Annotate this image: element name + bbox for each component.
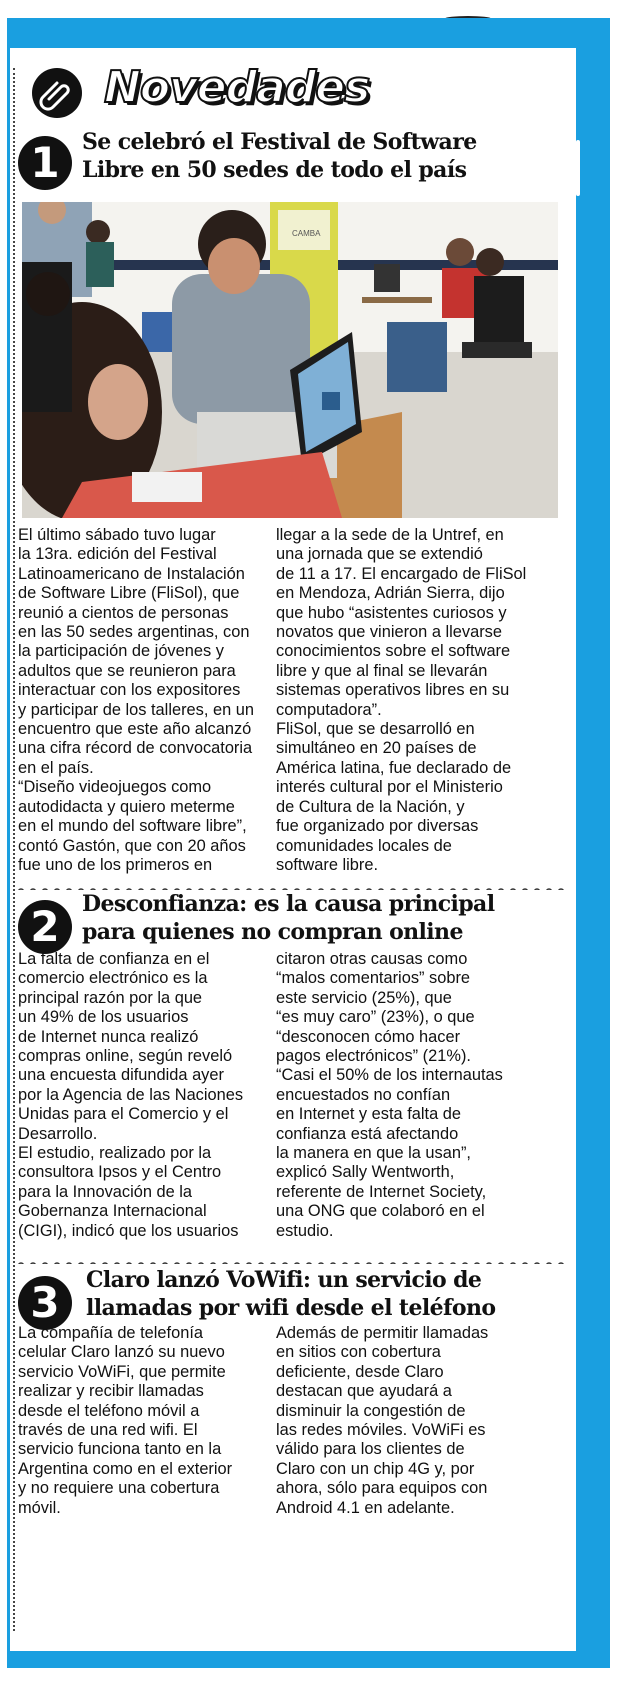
story-number: 1 <box>18 136 72 190</box>
text-line: referente de Internet Society, <box>276 1182 487 1201</box>
story-text-col-2 <box>276 526 566 875</box>
story-text-col-1 <box>18 950 268 1241</box>
text-line: El último sábado tuvo lugar <box>18 526 216 544</box>
text-line: por la Agencia de las Naciones <box>18 1085 244 1104</box>
text-line: en el mundo del software libre”, <box>18 817 247 836</box>
text-line: comunidades locales de <box>276 836 452 855</box>
text-line: una encuesta difundida ayer <box>18 1066 224 1085</box>
cut-line <box>13 68 15 1631</box>
text-line: fue organizado por diversas <box>276 817 479 836</box>
text-line: adultos que se reunieron para <box>18 661 236 680</box>
text-line: disminuir la congestión de <box>276 1401 466 1420</box>
story-headline <box>86 1266 495 1322</box>
text-line: América latina, fue declarado de <box>276 758 512 777</box>
text-line: la manera en que la usan”, <box>276 1144 471 1163</box>
text-line: “Diseño videojuegos como <box>18 778 212 797</box>
text-line: destacan que ayudará a <box>276 1382 452 1401</box>
text-line: un 49% de los usuarios <box>18 1008 189 1027</box>
text-line: Claro con un chip 4G y, por <box>276 1459 475 1478</box>
banner-text: CAMBA <box>292 229 321 238</box>
story-text-col-1 <box>18 1324 268 1518</box>
text-line: de Software Libre (FliSol), que <box>18 584 240 603</box>
text-line: Gobernanza Internacional <box>18 1202 207 1221</box>
text-line: La falta de confianza en el <box>18 950 210 968</box>
story-text-col-2 <box>276 1324 566 1518</box>
photo-illustration <box>22 202 558 518</box>
text-line: El estudio, realizado por la <box>18 1144 212 1163</box>
text-line: válido para los clientes de <box>276 1440 465 1459</box>
text-line: encuestados no confían <box>276 1085 451 1104</box>
text-line: principal razón por la que <box>18 988 203 1007</box>
text-line: software libre. <box>276 855 379 874</box>
text-line: una cifra récord de convocatoria <box>18 739 253 758</box>
text-line: desde el teléfono móvil a <box>18 1401 200 1420</box>
text-line: ahora, sólo para equipos con <box>276 1479 488 1498</box>
text-line: una ONG que colaboró en el <box>276 1202 485 1221</box>
text-line: (CIGI), indicó que los usuarios <box>18 1221 239 1240</box>
text-line: en el país. <box>18 758 94 777</box>
text-line: Latinoamericano de Instalación <box>18 564 245 583</box>
text-line: celular Claro lanzó su nuevo <box>18 1343 225 1362</box>
text-line: La compañía de telefonía <box>18 1324 203 1342</box>
text-line: “desconocen cómo hacer <box>276 1027 461 1046</box>
text-line: “es muy caro” (23%), o que <box>276 1008 475 1027</box>
paperclip-icon <box>32 68 82 118</box>
text-line: para la Innovación de la <box>18 1182 193 1201</box>
text-line: en sitios con cobertura <box>276 1343 441 1362</box>
text-line: Unidas para el Comercio y el <box>18 1105 229 1124</box>
text-line: reunió a cientos de personas <box>18 603 229 622</box>
text-line: contó Gastón, que con 20 años <box>18 836 246 855</box>
story-number: 3 <box>18 1276 72 1330</box>
text-line: libre y que al final se llevarán <box>276 661 488 680</box>
headline-line: llamadas por wifi desde el teléfono <box>86 1295 496 1321</box>
text-line: de 11 a 17. El encargado de FliSol <box>276 564 527 583</box>
text-line: novatos que vinieron a llevarse <box>276 623 502 642</box>
section-title: Novedades <box>104 62 370 113</box>
text-line: consultora Ipsos y el Centro <box>18 1163 222 1182</box>
text-line: en Internet y esta falta de <box>276 1105 461 1124</box>
divider <box>18 882 568 890</box>
text-line: conocimientos sobre el software <box>276 642 511 661</box>
text-line: Android 4.1 en adelante. <box>276 1498 455 1517</box>
story-text-col-1 <box>18 526 268 875</box>
text-line: en las 50 sedes argentinas, con <box>18 623 250 642</box>
text-line: encuentro que este año alcanzó <box>18 720 252 739</box>
text-line: Además de permitir llamadas <box>276 1324 489 1342</box>
headline-line: para quienes no compran online <box>82 919 463 945</box>
text-line: través de una red wifi. El <box>18 1421 198 1440</box>
text-line: FliSol, que se desarrolló en <box>276 720 475 739</box>
headline-line: Se celebró el Festival de Software <box>82 129 477 155</box>
text-line: interés cultural por el Ministerio <box>276 778 503 797</box>
story-number: 2 <box>18 900 72 954</box>
news-column <box>10 48 576 1651</box>
text-line: “Casi el 50% de los internautas <box>276 1066 503 1085</box>
text-line: servicio VoWiFi, que permite <box>18 1362 226 1381</box>
story-headline <box>82 890 494 946</box>
text-line: y participar de los talleres, en un <box>18 700 254 719</box>
headline-line: Desconfianza: es la causa principal <box>82 891 495 917</box>
text-line: comercio electrónico es la <box>18 969 208 988</box>
headline-line: Claro lanzó VoWifi: un servicio de <box>86 1267 482 1293</box>
text-line: computadora”. <box>276 700 382 719</box>
text-line: móvil. <box>18 1498 61 1517</box>
text-line: en Mendoza, Adrián Sierra, dijo <box>276 584 505 603</box>
text-line: que hubo “asistentes curiosos y <box>276 603 507 622</box>
text-line: las redes móviles. VoWiFi es <box>276 1421 486 1440</box>
text-line: estudio. <box>276 1221 334 1240</box>
text-line: simultáneo en 20 países de <box>276 739 477 758</box>
text-line: citaron otras causas como <box>276 950 468 968</box>
text-line: autodidacta y quiero meterme <box>18 797 235 816</box>
text-line: servicio funciona tanto en la <box>18 1440 222 1459</box>
text-line: este servicio (25%), que <box>276 988 452 1007</box>
text-line: una jornada que se extendió <box>276 545 483 564</box>
story-headline <box>82 128 477 184</box>
text-line: compras online, según reveló <box>18 1047 233 1066</box>
text-line: deficiente, desde Claro <box>276 1362 444 1381</box>
divider <box>18 1256 568 1264</box>
text-line: “malos comentarios” sobre <box>276 969 471 988</box>
text-line: confianza está afectando <box>276 1124 459 1143</box>
text-line: interactuar con los expositores <box>18 681 241 700</box>
text-line: y no requiere una cobertura <box>18 1479 220 1498</box>
text-line: de Internet nunca realizó <box>18 1027 199 1046</box>
text-line: de Cultura de la Nación, y <box>276 797 465 816</box>
section-header <box>24 62 564 118</box>
text-line: fue uno de los primeros en <box>18 855 213 874</box>
story-photo <box>22 202 558 518</box>
text-line: la 13ra. edición del Festival <box>18 545 217 564</box>
text-line: la participación de jóvenes y <box>18 642 224 661</box>
text-line: explicó Sally Wentworth, <box>276 1163 455 1182</box>
text-line: sistemas operativos libres en su <box>276 681 510 700</box>
frame-notch <box>576 140 580 196</box>
story-text-col-2 <box>276 950 566 1241</box>
text-line: Desarrollo. <box>18 1124 98 1143</box>
text-line: llegar a la sede de la Untref, en <box>276 526 504 544</box>
text-line: pagos electrónicos” (21%). <box>276 1047 471 1066</box>
text-line: realizar y recibir llamadas <box>18 1382 204 1401</box>
headline-line: Libre en 50 sedes de todo el país <box>82 157 467 183</box>
text-line: Argentina como en el exterior <box>18 1459 233 1478</box>
